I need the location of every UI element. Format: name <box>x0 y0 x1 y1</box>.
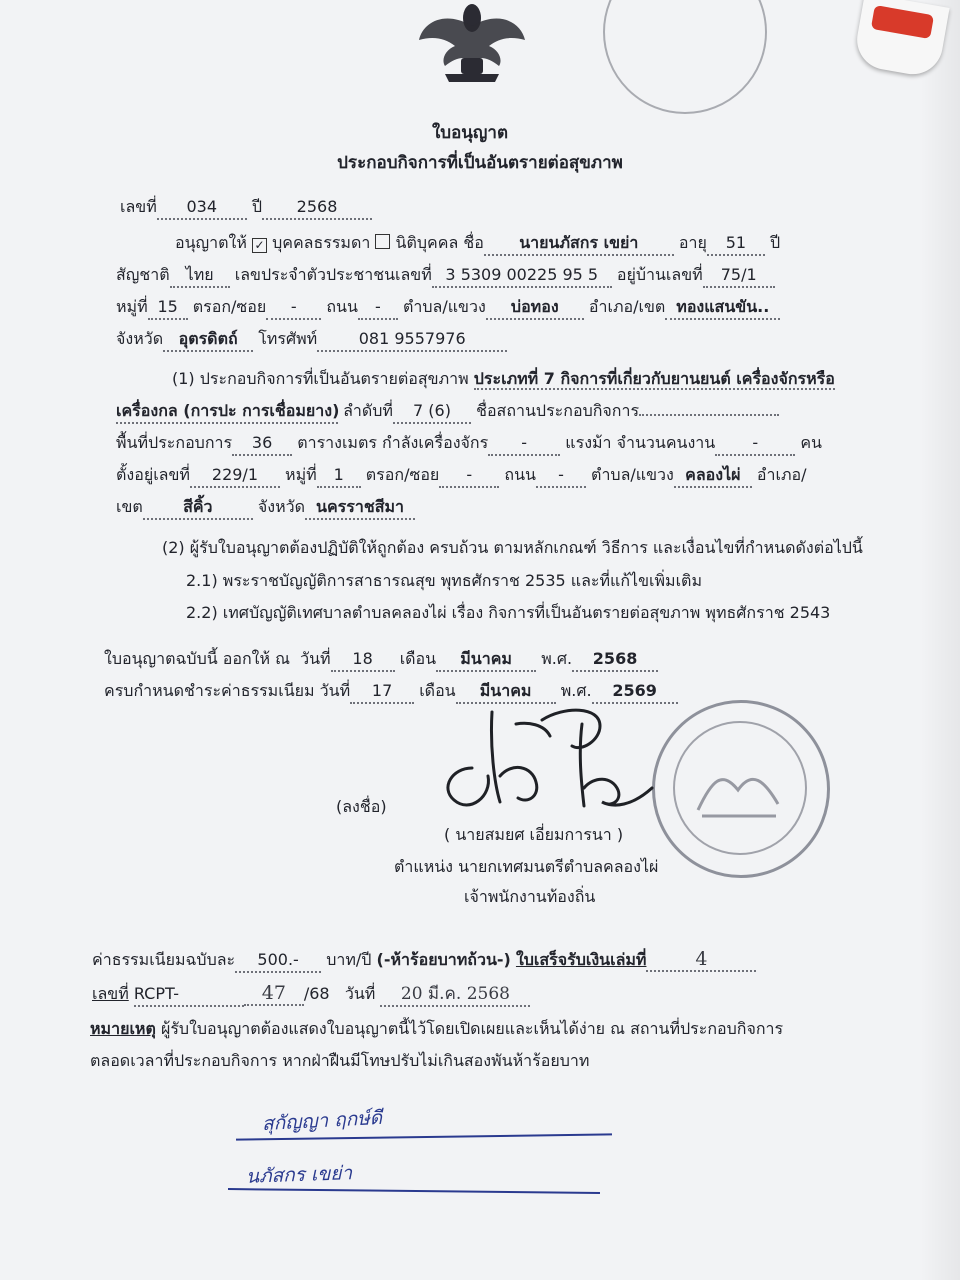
note-row-1: หมายเหตุ ผู้รับใบอนุญาตต้องแสดงใบอนุญาตนี้ไว้โดยเปิดเผยและเห็นได้ง่าย ณ สถานที่ประกอบกิจการ <box>90 1019 784 1038</box>
issue-date-row: ใบอนุญาตฉบับนี้ ออกให้ ณ วันที่ 18 เดือน มีนาคม พ.ศ. 2568 <box>104 648 658 672</box>
holder-house-number: 75/1 <box>703 264 775 288</box>
license-number: 034 <box>157 196 247 220</box>
business-amphoe: สีคิ้ว <box>143 496 253 520</box>
item1-row-3: พื้นที่ประกอบการ 36 ตารางเมตร กำลังเครื่องจักร - แรงม้า จำนวนคนงาน - คน <box>116 432 822 456</box>
license-year: 2568 <box>262 196 372 220</box>
business-area: 36 <box>232 432 292 456</box>
worker-count: - <box>715 432 795 456</box>
business-type-cont: เครื่องกล (การปะ การเชื่อมยาง) <box>116 400 338 424</box>
item2-conditions: (2) ผู้รับใบอนุญาตต้องปฏิบัติให้ถูกต้อง ครบถ้วน ตามหลักเกณฑ์ วิธีการ และเงื่อนไขที่กำหนดดังต่อไปนี้ <box>162 538 863 557</box>
holder-phone: 081 9557976 <box>317 328 507 352</box>
item1-row-4: ตั้งอยู่เลขที่ 229/1 หมู่ที่ 1 ตรอก/ซอย - ถนน - ตำบล/แขวง คลองไผ่ อำเภอ/ <box>116 464 807 488</box>
holder-age: 51 <box>707 232 765 256</box>
holder-row-1: อนุญาตให้ ✓ บุคคลธรรมดา นิติบุคคล ชื่อ นายนภัสกร เขย่า อายุ 51 ปี <box>175 232 780 256</box>
holder-moo: 15 <box>148 296 188 320</box>
holder-row-3: หมู่ที่ 15 ตรอก/ซอย - ถนน - ตำบล/แขวง บ่อทอง อำเภอ/เขต ทองแสนขัน.. <box>116 296 780 320</box>
receipt-row: เลขที่ RCPT- 47 /68 วันที่ 20 มี.ค. 2568 <box>92 982 530 1007</box>
holder-row-4: จังหวัด อุตรดิตถ์ โทรศัพท์ 081 9557976 <box>116 328 507 352</box>
handwritten-underline-1 <box>236 1133 612 1140</box>
holder-province: อุตรดิตถ์ <box>163 328 253 352</box>
official-seal-stamp <box>652 700 830 878</box>
due-date-row: ครบกำหนดชำระค่าธรรมเนียม วันที่ 17 เดือน มีนาคม พ.ศ. 2569 <box>104 680 678 704</box>
holder-road: - <box>358 296 398 320</box>
item1-row-2: เครื่องกล (การปะ การเชื่อมยาง) ลำดับที่ 7 (6) ชื่อสถานประกอบกิจการ <box>116 400 779 424</box>
business-soi: - <box>439 464 499 488</box>
due-year: 2569 <box>592 680 678 704</box>
document-title: ใบอนุญาต <box>432 123 508 143</box>
document-subtitle: ประกอบกิจการที่เป็นอันตรายต่อสุขภาพ <box>337 153 623 173</box>
due-month: มีนาคม <box>456 680 556 704</box>
natural-person-checkbox: ✓ <box>252 238 267 253</box>
due-day: 17 <box>350 680 414 704</box>
business-province: นครราชสีมา <box>305 496 415 520</box>
fee-row: ค่าธรรมเนียมฉบับละ 500.- บาท/ปี (-ห้าร้อยบาทถ้วน-) ใบเสร็จรับเงินเล่มที่ 4 <box>92 948 756 973</box>
handwritten-name-1: สุกัญญา ฤกษ์ดี <box>261 1106 383 1136</box>
fee-amount: 500.- <box>235 949 321 973</box>
receipt-number: 47 <box>244 982 304 1006</box>
business-road: - <box>536 464 586 488</box>
receipt-prefix: RCPT- <box>134 983 244 1007</box>
machine-power: - <box>488 432 560 456</box>
holder-soi: - <box>266 296 321 320</box>
receipt-date: 20 มี.ค. 2568 <box>380 983 530 1007</box>
signer-role: เจ้าพนักงานท้องถิ่น <box>464 887 596 906</box>
item2-1-law: 2.1) พระราชบัญญัติการสาธารณสุข พุทธศักราช 2535 และที่แก้ไขเพิ่มเติม <box>186 571 702 590</box>
note-row-2: ตลอดเวลาที่ประกอบกิจการ หากฝ่าฝืนมีโทษปรับไม่เกินสองพันห้าร้อยบาท <box>90 1051 590 1070</box>
sign-label: (ลงชื่อ) <box>336 797 387 816</box>
signer-name: ( นายสมยศ เอี่ยมการนา ) <box>444 825 624 844</box>
holder-row-2: สัญชาติ ไทย เลขประจำตัวประชาชนเลขที่ 3 5309 00225 95 5 อยู่บ้านเลขที่ 75/1 <box>116 264 775 288</box>
holder-name: นายนภัสกร เขย่า <box>484 232 674 256</box>
handwritten-underline-2 <box>228 1188 600 1194</box>
fee-in-words: (-ห้าร้อยบาทถ้วน-) <box>376 950 511 969</box>
license-number-row: เลขที่ 034 ปี 2568 <box>120 196 372 220</box>
holder-tambon: บ่อทอง <box>486 296 584 320</box>
top-official-stamp <box>603 0 767 114</box>
business-order: 7 (6) <box>393 400 471 424</box>
business-location-number: 229/1 <box>190 464 280 488</box>
handwritten-name-2: นภัสกร เขย่า <box>245 1162 353 1188</box>
garuda-emblem-icon <box>415 0 530 88</box>
item1-row-5: เขต สีคิ้ว จังหวัด นครราชสีมา <box>116 496 415 520</box>
pen-cap-object <box>852 0 949 79</box>
note-label: หมายเหตุ <box>90 1019 156 1038</box>
receipt-book-number: 4 <box>646 948 756 972</box>
business-name <box>639 414 779 416</box>
holder-nationality: ไทย <box>170 264 230 288</box>
item2-2-ordinance: 2.2) เทศบัญญัติเทศบาลตำบลคลองไผ่ เรื่อง กิจการที่เป็นอันตรายต่อสุขภาพ พุทธศักราช 2543 <box>186 603 831 622</box>
item1-row-1: (1) ประกอบกิจการที่เป็นอันตรายต่อสุขภาพ ประเภทที่ 7 กิจการที่เกี่ยวกับยานยนต์ เครื่องจักรหรือ <box>172 369 835 388</box>
issue-day: 18 <box>331 648 395 672</box>
mayor-signature-icon <box>432 696 672 826</box>
signer-position: ตำแหน่ง นายกเทศมนตรีตำบลคลองไผ่ <box>394 857 659 876</box>
business-type: ประเภทที่ 7 กิจการที่เกี่ยวกับยานยนต์ เครื่องจักรหรือ <box>473 369 835 388</box>
holder-amphoe: ทองแสนขัน.. <box>665 296 780 320</box>
business-moo: 1 <box>317 464 361 488</box>
issue-year: 2568 <box>572 648 658 672</box>
issue-month: มีนาคม <box>436 648 536 672</box>
holder-id-number: 3 5309 00225 95 5 <box>432 264 612 288</box>
business-tambon: คลองไผ่ <box>674 464 752 488</box>
juristic-person-checkbox <box>375 234 390 249</box>
